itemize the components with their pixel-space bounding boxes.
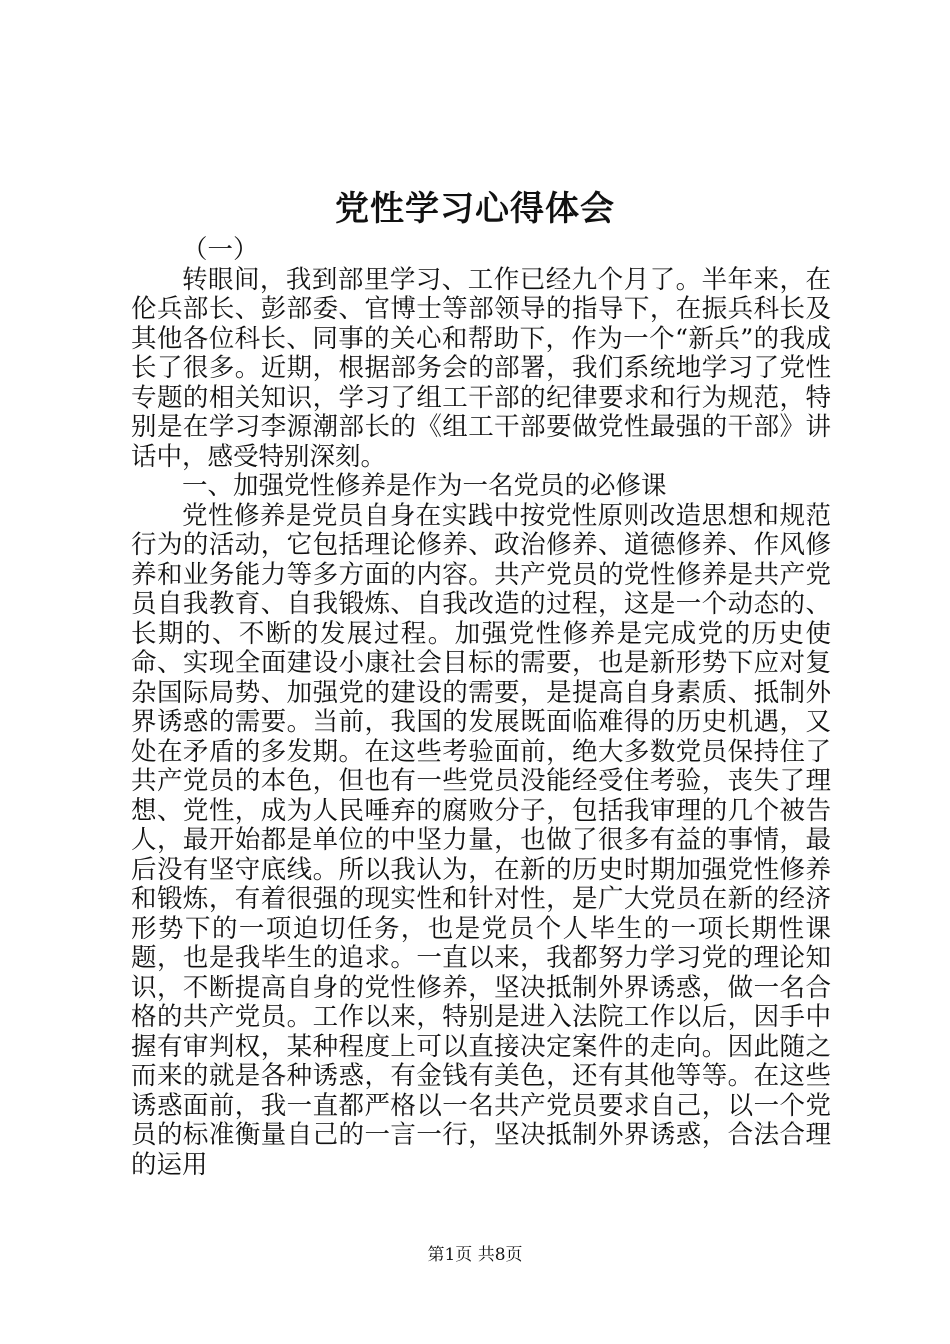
section-heading: 一、加强党性修养是作为一名党员的必修课 [182, 471, 667, 501]
page-footer: 第1页 共8页 [427, 1245, 523, 1265]
section-label: （一） [182, 235, 259, 265]
document-body [131, 236, 831, 1180]
paragraph-body: 党性修养是党员自身在实践中按党性原则改造思想和规范行为的活动，它包括理论修养、政治修养、道德修养、作风修养和业务能力等多方面的内容。共产党员的党性修养是共产党员自我教育、自我锻炼、自我改造的过程，这是一个动态的、长期的、不断的发展过程。加强党性修养是完成党的历史使命、实现全面建设小康社会目标的需要，也是新形势下应对复杂国际局势、加强党的建设的需要，是提高自身素质、抵制外界诱惑的需要。当前，我国的发展既面临难得的历史机遇，又处在矛盾的多发期。在这些考验面前，绝大多数党员保持住了共产党员的本色，但也有一些党员没能经受住考验，丧失了理想、党性，成为人民唾弃的腐败分子，包括我审理的几个被告人，最开始都是单位的中坚力量，也做了很多有益的事情，最后没有坚守底线。所以我认为，在新的历史时期加强党性修养和锻炼，有着很强的现实性和针对性，是广大党员在新的经济形势下的一项迫切任务，也是党员个人毕生的一项长期性课题，也是我毕生的追求。一直以来，我都努力学习党的理论知识，不断提高自身的党性修养，坚决抵制外界诱惑，做一名合格的共产党员。工作以来，特别是进入法院工作以后，因手中握有审判权，某种程度上可以直接决定案件的走向。因此随之而来的就是各种诱惑，有金钱有美色，还有其他等等。在这些诱惑面前，我一直都严格以一名共产党员要求自己，以一个党员的标准衡量自己的一言一行，坚决抵制外界诱惑，合法合理的运用 [131, 500, 831, 1180]
paragraph-intro: 转眼间，我到部里学习、工作已经九个月了。半年来，在伦兵部长、彭部委、官博士等部领导的指导下，在振兵科长及其他各位科长、同事的关心和帮助下，作为一个“新兵”的我成长了很多。近期，根据部务会的部署，我们系统地学习了党性专题的相关知识，学习了组工干部的纪律要求和行为规范，特别是在学习李源潮部长的《组工干部要做党性最强的干部》讲话中，感受特别深刻。 [131, 264, 831, 472]
document-title: 党性学习心得体会 [335, 189, 615, 229]
